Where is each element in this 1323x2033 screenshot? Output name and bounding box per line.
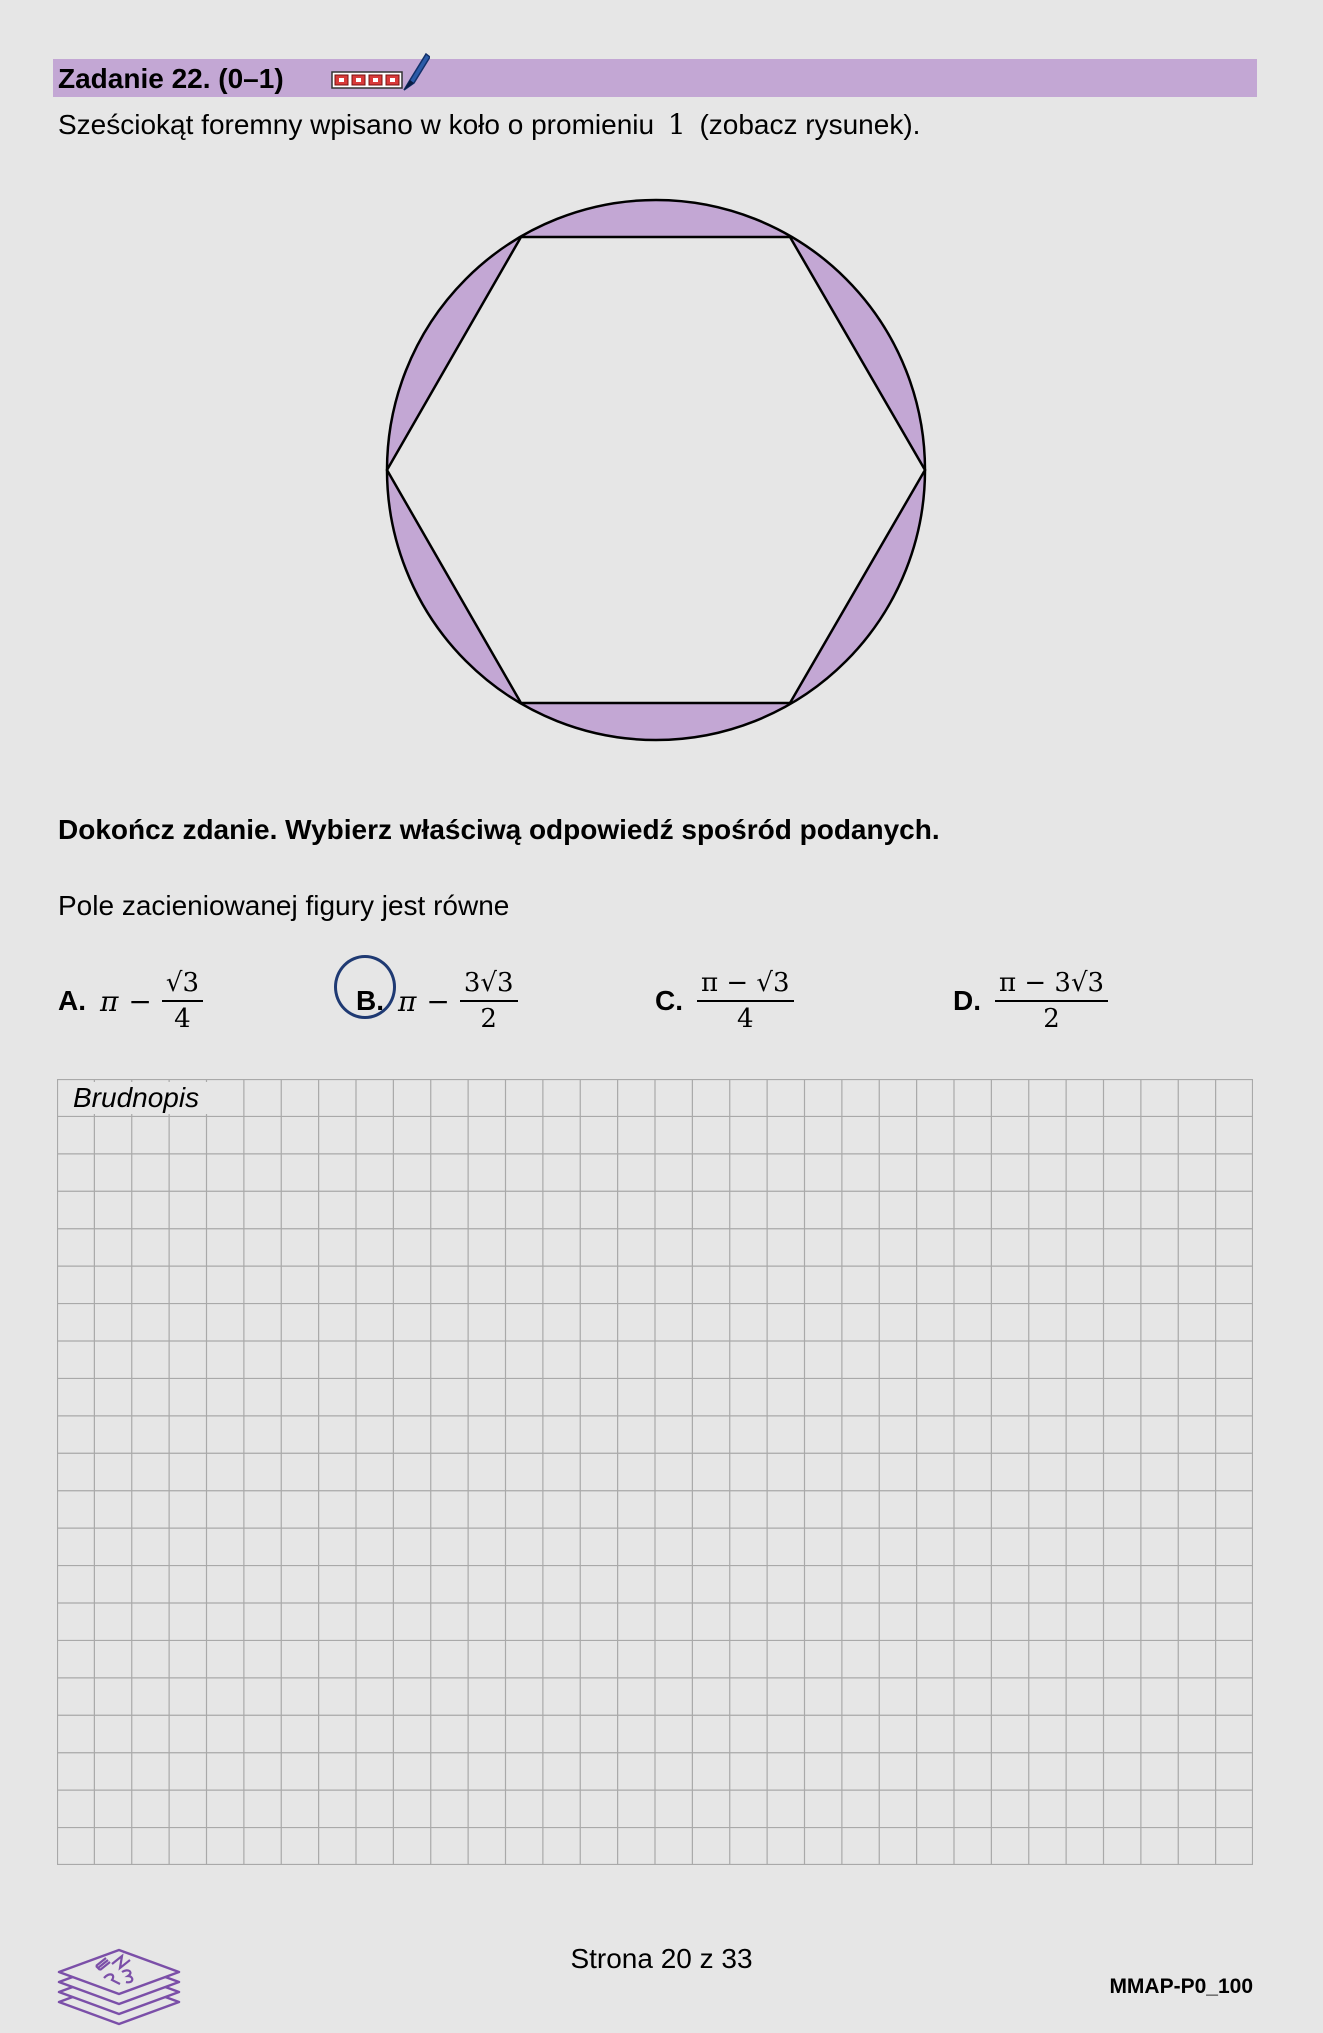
option-b-expression <box>398 968 518 1034</box>
option-d-expression <box>995 968 1108 1034</box>
option-a-numerator: √3 <box>162 968 203 1002</box>
option-b-fraction <box>460 968 518 1034</box>
option-b-letter-text: B. <box>356 985 384 1016</box>
task-title: Zadanie 22. (0–1) <box>58 63 284 94</box>
radius-value: 1 <box>667 108 686 141</box>
intro-before: Sześciokąt foremny wpisano w koło o promieniu <box>58 109 662 140</box>
option-b-letter <box>356 985 384 1017</box>
option-b-pi: π <box>398 984 417 1018</box>
option-a-pi: π <box>100 984 119 1018</box>
option-a-fraction <box>162 968 203 1034</box>
answer-pen-icon <box>330 50 430 94</box>
option-d-denominator: 2 <box>1043 1004 1060 1034</box>
instruction-text: Dokończ zdanie. Wybierz właściwą odpowiedź spośród podanych. <box>58 814 940 845</box>
option-c-letter: C. <box>655 985 683 1016</box>
option-b-minus: − <box>426 984 450 1018</box>
question-text: Pole zacieniowanej figury jest równe <box>58 890 510 921</box>
option-d-fraction <box>995 968 1108 1034</box>
option-d[interactable] <box>953 966 1108 1036</box>
option-b-numerator: 3√3 <box>460 968 518 1002</box>
draft-grid[interactable] <box>57 1079 1253 1865</box>
option-a-denominator: 4 <box>174 1004 191 1034</box>
option-c-numerator: π − √3 <box>697 968 794 1002</box>
option-a[interactable] <box>58 966 203 1036</box>
exam-code: MMAP-P0_100 <box>1109 1975 1253 1998</box>
page-number: Strona 20 z 33 <box>570 1943 753 1974</box>
option-a-letter: A. <box>58 985 86 1016</box>
intro-text <box>58 107 920 143</box>
option-d-numerator: π − 3√3 <box>995 968 1108 1002</box>
option-b-denominator: 2 <box>480 1004 497 1034</box>
draft-label: Brudnopis <box>73 1082 243 1114</box>
option-c-expression <box>697 968 794 1034</box>
option-d-letter: D. <box>953 985 981 1016</box>
option-c-fraction <box>697 968 794 1034</box>
hexagon-in-circle-figure <box>380 190 930 750</box>
option-a-expression <box>100 968 203 1034</box>
option-c[interactable] <box>655 966 794 1036</box>
selected-circle-mark <box>334 955 396 1019</box>
option-c-denominator: 4 <box>736 1004 754 1034</box>
option-b[interactable] <box>356 966 518 1036</box>
intro-after: (zobacz rysunek). <box>691 109 921 140</box>
option-a-minus: − <box>128 984 152 1018</box>
